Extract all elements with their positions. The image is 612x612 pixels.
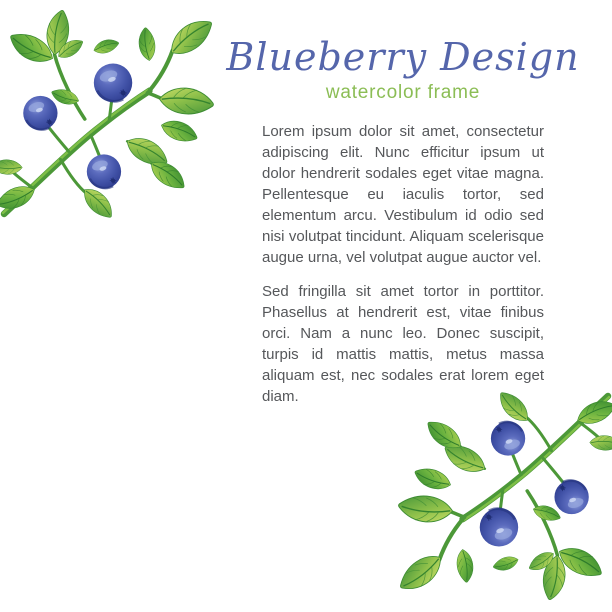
page-title: Blueberry Design (226, 35, 580, 79)
blueberry-branch-illustration-top-left (0, 0, 220, 222)
body-paragraph-2: Sed fringilla sit amet tortor in porttitor. Phasellus at hendrerit est, vitae finibus orci. Nam a nunc leo. Donec suscipit, turpis id mattis mattis, metus massa aliquam est, nec sodales erat lorem eget diam. (262, 283, 544, 405)
heading-block (201, 34, 605, 104)
blueberry-branch (394, 388, 612, 602)
body-paragraph-1: Lorem ipsum dolor sit amet, consectetur adipiscing elit. Nunc efficitur ipsum ut dolor hendrerit sodales eget vitae magna. Pellentesque eu iaculis tortor, sed elementum arcu. Vestibulum id odio sed nisi volutpat tincidunt. Aliquam scelerisque augue urna, vel volutpat augue auctor vel. (262, 123, 544, 266)
blueberry-branch (0, 8, 218, 222)
blueberry-branch-illustration-bottom-right (392, 388, 612, 610)
page-subtitle: watercolor frame (325, 82, 481, 103)
body-text-block (262, 121, 544, 420)
